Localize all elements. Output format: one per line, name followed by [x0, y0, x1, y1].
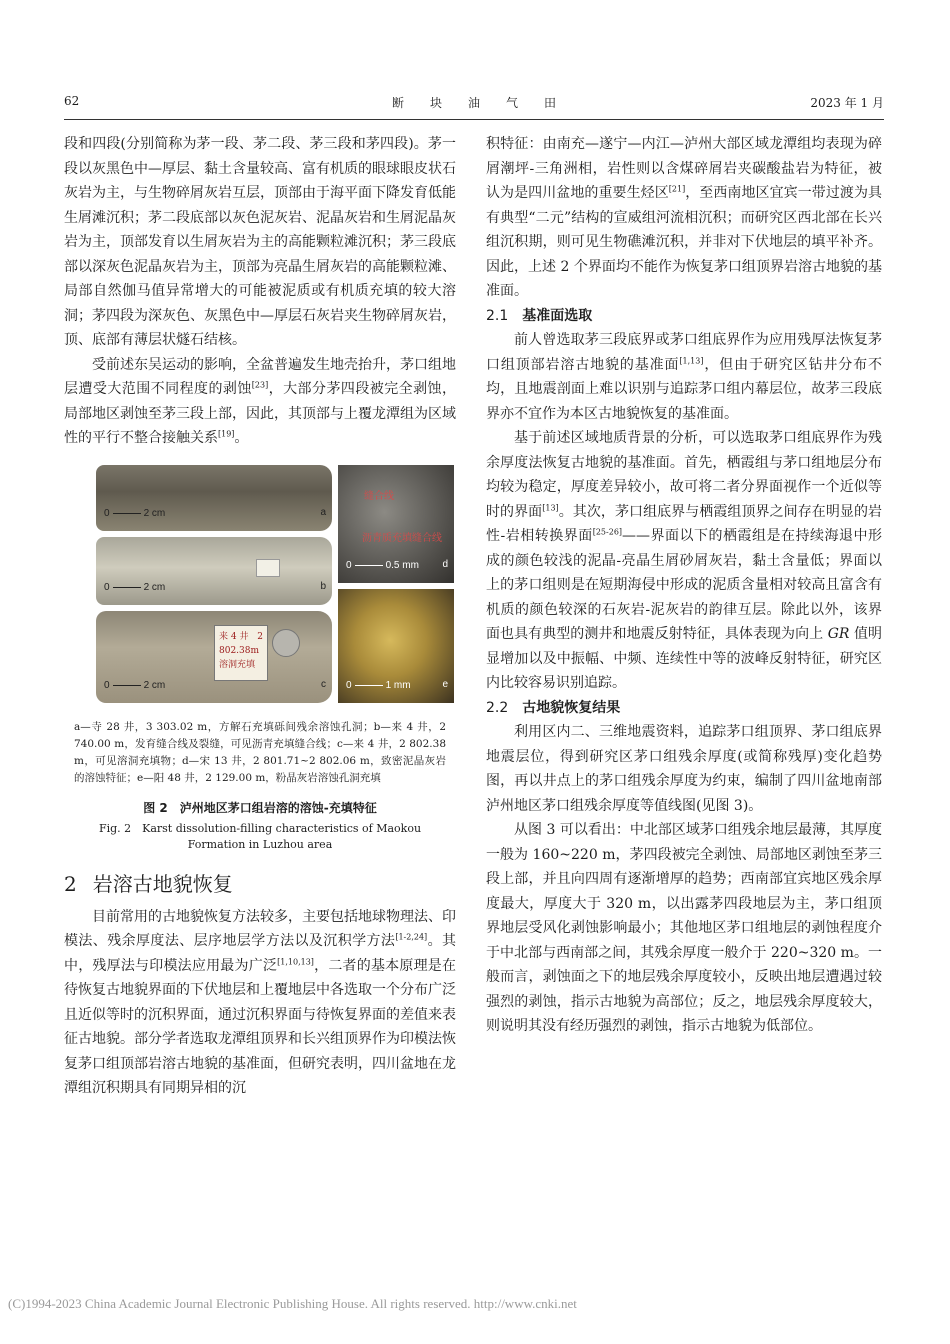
paragraph: 前人曾选取茅三段底界或茅口组底界作为应用残厚法恢复茅口组顶部岩溶古地貌的基准面[1,13]，但由于研究区钻井分布不均，且地震剖面上难以识别与追踪茅口组内幕层位，故茅三段底界亦不宜作为本区古地貌恢复的基准面。 [486, 332, 883, 422]
citation[interactable]: [25-26] [592, 527, 623, 537]
scale-bar: 0 0.5 mm [346, 560, 419, 571]
paragraph: 基于前述区域地质背景的分析，可以选取茅口组底界作为残余厚度法恢复古地貌的基准面。首先，栖霞组与茅口组地层分布均较为稳定，厚度差异较小，故可将二者分界面视作一个近似等时的界面[13]。其次，茅口组底界与栖霞组顶界之间存在明显的岩性-岩相转换界面[25-26]——界面以下的栖霞组是在持续海退中形成的颜色较浅的泥晶-亮晶生屑砂屑灰岩，黏土含量低；界面以上的茅口组则是在短期海侵中形成的泥质含量相对较高且富含有机质的颜色较深的石灰岩-泥灰岩的韵律互层。除此以外，该界面也具有典型的测井和地震反射特征，具体表现为向上 GR 值明显增加以及中振幅、中频、连续性中等的波峰反射特征，研究区内比较容易识别追踪。 [486, 430, 883, 691]
micrograph-d [338, 465, 454, 583]
figure-caption-en: Fig. 2 Karst dissolution-filling characteristics of Maokou Formation in Luzhou area [98, 821, 422, 851]
scale-bar: 0 2 cm [104, 582, 166, 593]
citation[interactable]: [1,13] [679, 355, 704, 365]
header-rule [64, 119, 884, 120]
panel-label: c [321, 679, 326, 690]
subsection-heading: 2.2 古地貌恢复结果 [486, 699, 621, 716]
annotation: 缝合线 [364, 490, 394, 502]
subsection-heading: 2.1 基准面选取 [486, 307, 593, 324]
coin-icon [272, 629, 300, 657]
section-heading: 2 岩溶古地貌恢复 [64, 871, 233, 896]
paragraph: 目前常用的古地貌恢复方法较多，主要包括地球物理法、印模法、残余厚度法、层序地层学方法以及沉积学方法[1-2,24]。其中，残厚法与印模法应用最为广泛[1,10,13]，二者的基本原理是在待恢复古地貌界面的下伏地层和上覆地层中各选取一个分布广泛且近似等时的沉积界面，通过沉积界面与待恢复界面的差值来表征古地貌。部分学者选取龙潭组顶界和长兴组顶界作为印模法恢复茅口组顶部岩溶古地貌的基准面，但研究表明，四川盆地在龙潭组沉积期具有同期异相的沉 [64, 908, 457, 1096]
gr-symbol: GR [827, 626, 850, 642]
paragraph: 积特征：由南充—遂宁—内江—泸州大部区域龙潭组均表现为碎屑潮坪-三角洲相，岩性则以含煤碎屑岩夹碳酸盐岩为特征，被认为是四川盆地的重要生烃区[21]，至西南地区宜宾一带过渡为具有典型“二元”结构的宣威组河流相沉积；而研究区西北部在长兴组沉积期，则可见生物礁滩沉积，并非对下伏地层的填平补齐。因此，上述 2 个界面均不能作为恢复茅口组顶界岩溶古地貌的基准面。 [486, 136, 883, 299]
figure-2 [96, 465, 454, 707]
sample-tag: 来4井 2 802.38m 溶洞充填 [214, 625, 268, 681]
issue-date: 2023 年 1 月 [810, 96, 884, 110]
core-photo-a [96, 465, 332, 531]
annotation: 沥青质充填缝合线 [362, 532, 442, 544]
paragraph: 段和四段(分别简称为茅一段、茅二段、茅三段和茅四段)。茅一段以灰黑色中—厚层、黏土含量较高、富有机质的眼球眼皮状石灰岩为主，与生物碎屑灰岩互层，顶部由于海平面下降发育低能生屑滩沉积；茅二段底部以灰色泥灰岩、泥晶灰岩和生屑泥晶灰岩为主，顶部发育以生屑灰岩为主的高能颗粒滩沉积；茅三段底部以深灰色泥晶灰岩为主，顶部为亮晶生屑灰岩的高能颗粒滩、局部自然伽马值异常增大的可能被泥质或有机质充填的较大溶洞；茅四段为深灰色、灰黑色中—厚层石灰岩夹生物碎屑灰岩，顶、底部有薄层状燧石结核。 [64, 136, 456, 348]
citation[interactable]: [13] [542, 502, 559, 512]
citation[interactable]: [1,10,13] [277, 956, 314, 966]
citation[interactable]: [23] [251, 380, 269, 390]
core-photo-c [96, 611, 332, 703]
core-photo-b [96, 537, 332, 605]
panel-label: b [320, 581, 326, 592]
left-column [64, 132, 456, 1101]
micrograph-e [338, 589, 454, 703]
paragraph: 利用区内二、三维地震资料，追踪茅口组顶界、茅口组底界地震层位，得到研究区茅口组残余厚度(或简称残厚)变化趋势图，再以井点上的茅口组残余厚度为约束，编制了四川盆地南部泸州地区茅口组残余厚度等值线图(见图 3)。 [486, 724, 882, 814]
citation[interactable]: [21] [668, 184, 686, 194]
figure-note: a—寺 28 井，3 303.02 m，方解石充填砾间残余溶蚀孔洞；b—来 4 井，2 740.00 m，发育缝合线及裂缝，可见沥青充填缝合线；c—来 4 井，2 802.38 m，可见溶洞充填物；d—宋 13 井，2 801.71~2 802.06 m，致密泥晶灰岩的溶蚀特征；e—阳 48 井，2 129.00 m，粉晶灰岩溶蚀孔洞充填 [74, 720, 446, 784]
citation[interactable]: [1-2,24] [395, 932, 428, 942]
panel-label: d [442, 559, 448, 570]
paragraph: 受前述东吴运动的影响，全盆普遍发生地壳抬升，茅口组地层遭受大范围不同程度的剥蚀[23]，大部分茅四段被完全剥蚀，局部地区剥蚀至茅三段上部，因此，其顶部与上覆龙潭组为区域性的平行不整合接触关系[19]。 [64, 356, 457, 446]
copyright-footer: (C)1994-2023 China Academic Journal Electronic Publishing House. All rights reserved. http://www.cnki.net [8, 1296, 577, 1311]
right-column [486, 132, 882, 1039]
figure-caption-zh: 图 2 泸州地区茅口组岩溶的溶蚀-充填特征 [143, 800, 377, 815]
scale-bar: 0 2 cm [104, 680, 166, 691]
paragraph: 从图 3 可以看出：中北部区域茅口组残余地层最薄，其厚度一般为 160~220 m，茅四段被完全剥蚀、局部地区剥蚀至茅三段上部，并且向四周有逐渐增厚的趋势；西南部宜宾地区残余厚度最大，厚度大于 320 m，以出露茅四段地层为主，茅口组顶界地层受风化剥蚀影响最小；其他地区茅口组地层的剥蚀程度介于中北部与西南部之间，其残余厚度一般介于 220~320 m。一般而言，剥蚀面之下的地层残余厚度较小，反映出地层遭遇过较强烈的剥蚀，指示古地貌为高部位；反之，地层残余厚度较大，则说明其没有经历强烈的剥蚀，指示古地貌为低部位。 [486, 822, 882, 1034]
citation[interactable]: [19] [218, 429, 235, 439]
page-header [64, 94, 884, 116]
panel-label: a [320, 507, 326, 518]
panel-label: e [442, 679, 448, 690]
scale-bar: 0 1 mm [346, 680, 411, 691]
journal-title: 断块油气田 [391, 96, 582, 110]
page-number: 62 [64, 94, 80, 108]
scale-bar: 0 2 cm [104, 508, 166, 519]
sample-tag [256, 559, 280, 577]
